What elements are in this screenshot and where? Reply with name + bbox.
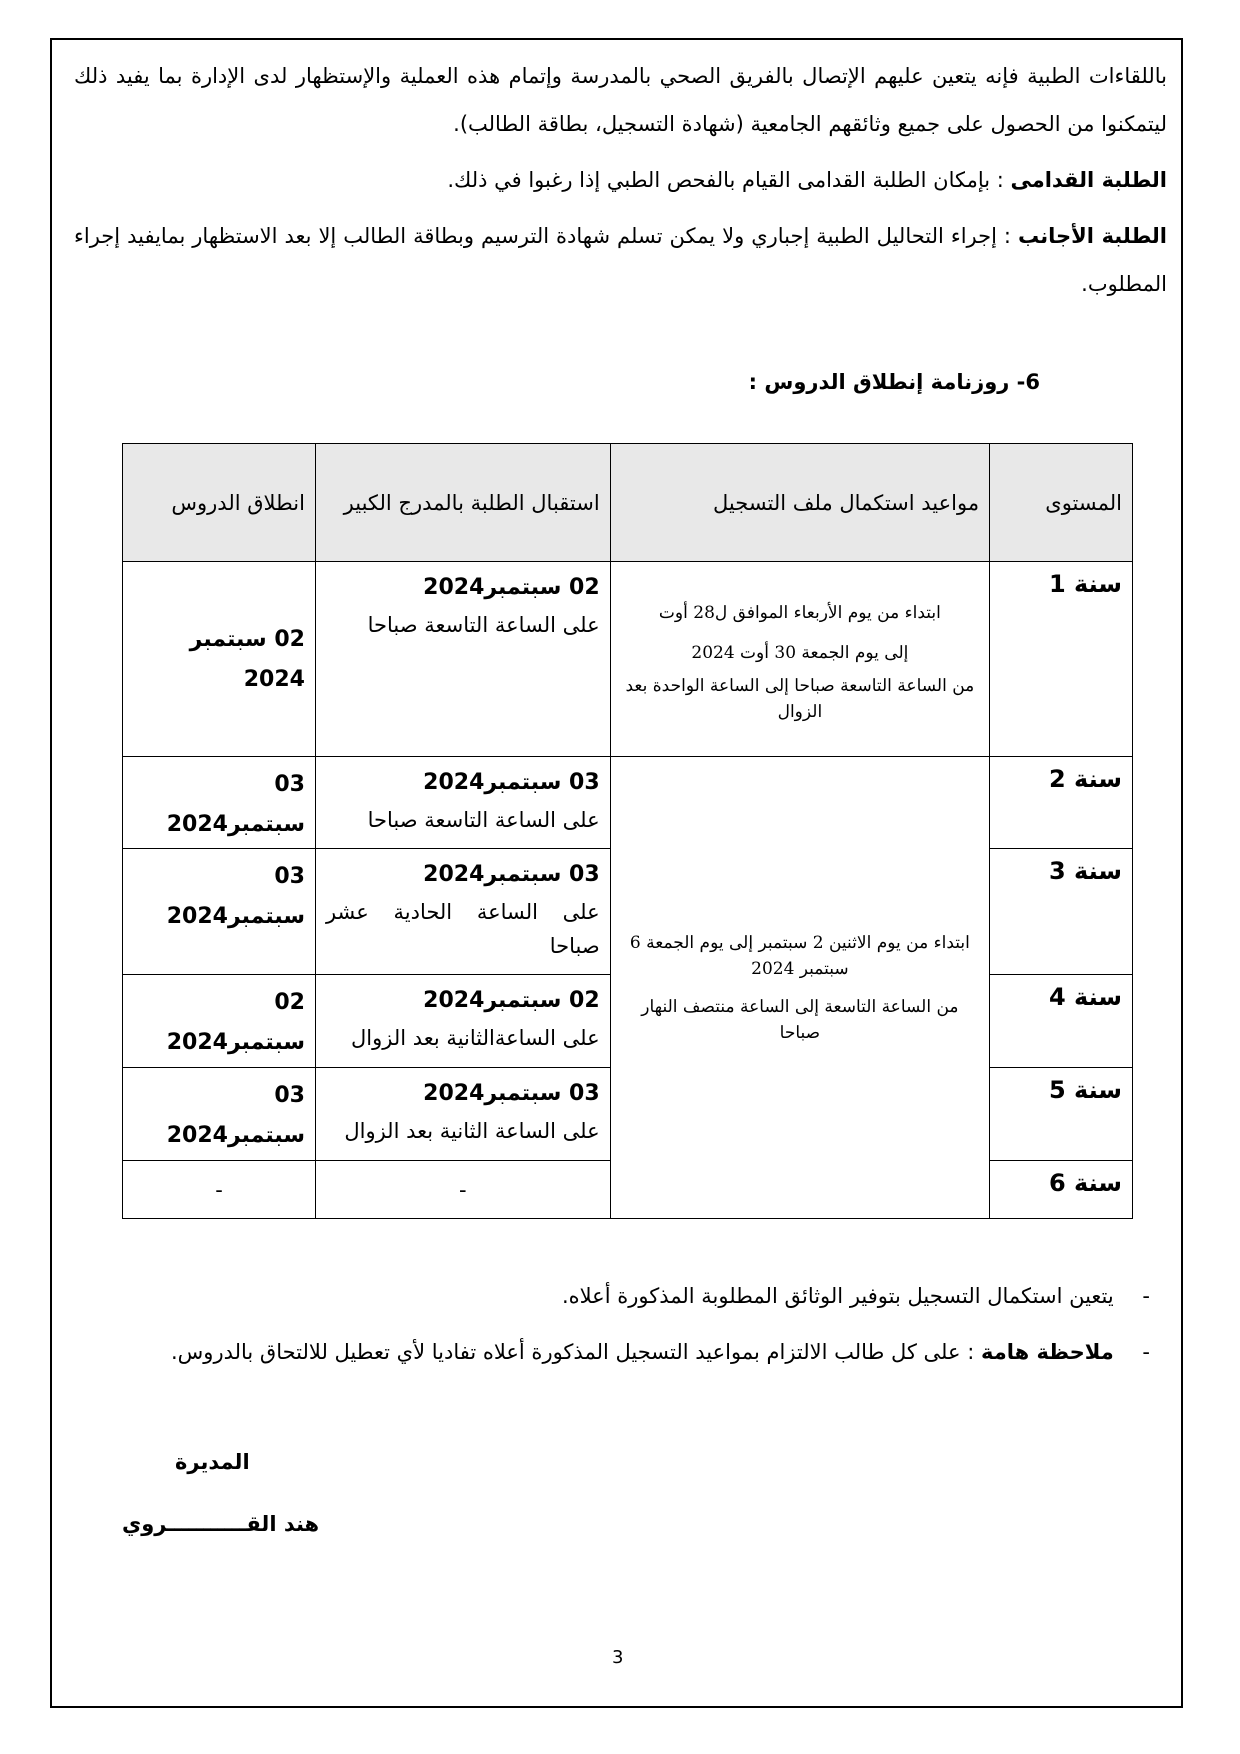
- start-date: 03 سبتمبر2024: [166, 864, 305, 929]
- note-label: ملاحظة هامة: [980, 1340, 1114, 1364]
- table-header-row: [123, 444, 1133, 562]
- signature-name: هند القـــــــــــروي: [122, 1512, 320, 1536]
- header-start: انطلاق الدروس: [123, 444, 316, 562]
- notes-list: [100, 1268, 1150, 1380]
- start-cell: -: [123, 1161, 316, 1219]
- note-marker: -: [1142, 1340, 1150, 1364]
- registration-line: ابتداء من يوم الاثنين 2 سبتمبر إلى يوم الجمعة 6 سبتمبر 2024: [629, 932, 970, 979]
- level-cell: سنة 3: [990, 849, 1133, 975]
- start-cell: [123, 849, 316, 975]
- foreign-students-label: الطلبة الأجانب: [1017, 224, 1167, 248]
- section-title: 6- روزنامة إنطلاق الدروس :: [748, 370, 1040, 394]
- reception-cell: [315, 562, 610, 757]
- signature-role: المديرة: [175, 1450, 250, 1474]
- old-students-label: الطلبة القدامى: [1010, 168, 1167, 192]
- reception-cell: [315, 1068, 610, 1161]
- note-item: [100, 1268, 1150, 1324]
- registration-cell-group2: [610, 757, 989, 1219]
- paragraph-medical: باللقاءات الطبية فإنه يتعين عليهم الإتصال بالفريق الصحي بالمدرسة وإتمام هذه العملية والإستظهار لدى الإدارة بما يفيد ذلك ليتمكنوا من الحصول على جميع وثائقهم الجامعية (شهادة التسجيل، بطاقة الطالب).: [74, 64, 1167, 136]
- start-cell: [123, 975, 316, 1068]
- note-marker: -: [1142, 1284, 1150, 1308]
- reception-time: على الساعة الثانية بعد الزوال: [344, 1119, 600, 1143]
- reception-time: على الساعة الحادية عشر صباحا: [325, 900, 600, 958]
- reception-cell: [315, 975, 610, 1068]
- reception-time: على الساعة التاسعة صباحا: [367, 613, 600, 637]
- body-text: [74, 52, 1167, 316]
- reception-date: 03 سبتمبر2024: [423, 770, 600, 795]
- reception-date: 03 سبتمبر2024: [423, 1081, 600, 1106]
- level-cell: سنة 5: [990, 1068, 1133, 1161]
- registration-line: من الساعة التاسعة إلى الساعة منتصف النهار صباحا: [641, 996, 959, 1043]
- reception-date: 02 سبتمبر2024: [423, 575, 600, 600]
- start-date: 02 سبتمبر2024: [166, 990, 305, 1055]
- page-number: 3: [612, 1647, 624, 1668]
- registration-line: إلى يوم الجمعة 30 أوت 2024: [691, 643, 909, 663]
- start-date: 03 سبتمبر2024: [166, 772, 305, 837]
- header-level: المستوى: [990, 444, 1133, 562]
- schedule-table: [122, 443, 1133, 1219]
- reception-cell: [315, 757, 610, 849]
- note-text: يتعين استكمال التسجيل بتوفير الوثائق المطلوبة المذكورة أعلاه.: [561, 1284, 1114, 1308]
- level-cell: سنة 1: [990, 562, 1133, 757]
- reception-cell: [315, 849, 610, 975]
- note-text: : على كل طالب الالتزام بمواعيد التسجيل المذكورة أعلاه تفاديا لأي تعطيل للالتحاق بالدروس.: [171, 1340, 981, 1364]
- reception-date: 02 سبتمبر2024: [423, 988, 600, 1013]
- start-date: 02 سبتمبر 2024: [189, 627, 305, 692]
- registration-line: ابتداء من يوم الأربعاء الموافق ل28 أوت: [658, 603, 941, 623]
- header-registration: مواعيد استكمال ملف التسجيل: [610, 444, 989, 562]
- header-reception: استقبال الطلبة بالمدرج الكبير: [315, 444, 610, 562]
- table-row: [123, 562, 1133, 757]
- reception-time: على الساعةالثانية بعد الزوال: [351, 1026, 600, 1050]
- reception-cell: -: [315, 1161, 610, 1219]
- start-date: 03 سبتمبر2024: [166, 1083, 305, 1148]
- old-students-text: : بإمكان الطلبة القدامى القيام بالفحص الطبي إذا رغبوا في ذلك.: [447, 168, 1011, 192]
- level-cell: سنة 4: [990, 975, 1133, 1068]
- registration-line: من الساعة التاسعة صباحا إلى الساعة الواحدة بعد الزوال: [625, 676, 975, 722]
- table-row: [123, 757, 1133, 849]
- start-cell: [123, 1068, 316, 1161]
- paragraph-old-students: [74, 156, 1167, 204]
- start-cell: [123, 757, 316, 849]
- level-cell: سنة 6: [990, 1161, 1133, 1219]
- registration-cell-group1: [610, 562, 989, 757]
- level-cell: سنة 2: [990, 757, 1133, 849]
- reception-time: على الساعة التاسعة صباحا: [367, 808, 600, 832]
- paragraph-foreign-students: [74, 212, 1167, 308]
- reception-date: 03 سبتمبر2024: [423, 862, 600, 887]
- start-cell: [123, 562, 316, 757]
- foreign-students-text: : إجراء التحاليل الطبية إجباري ولا يمكن تسلم شهادة الترسيم وبطاقة الطالب إلا بعد الاستظهار بمايفيد إجراء المطلوب.: [74, 224, 1167, 296]
- note-item: [100, 1324, 1150, 1380]
